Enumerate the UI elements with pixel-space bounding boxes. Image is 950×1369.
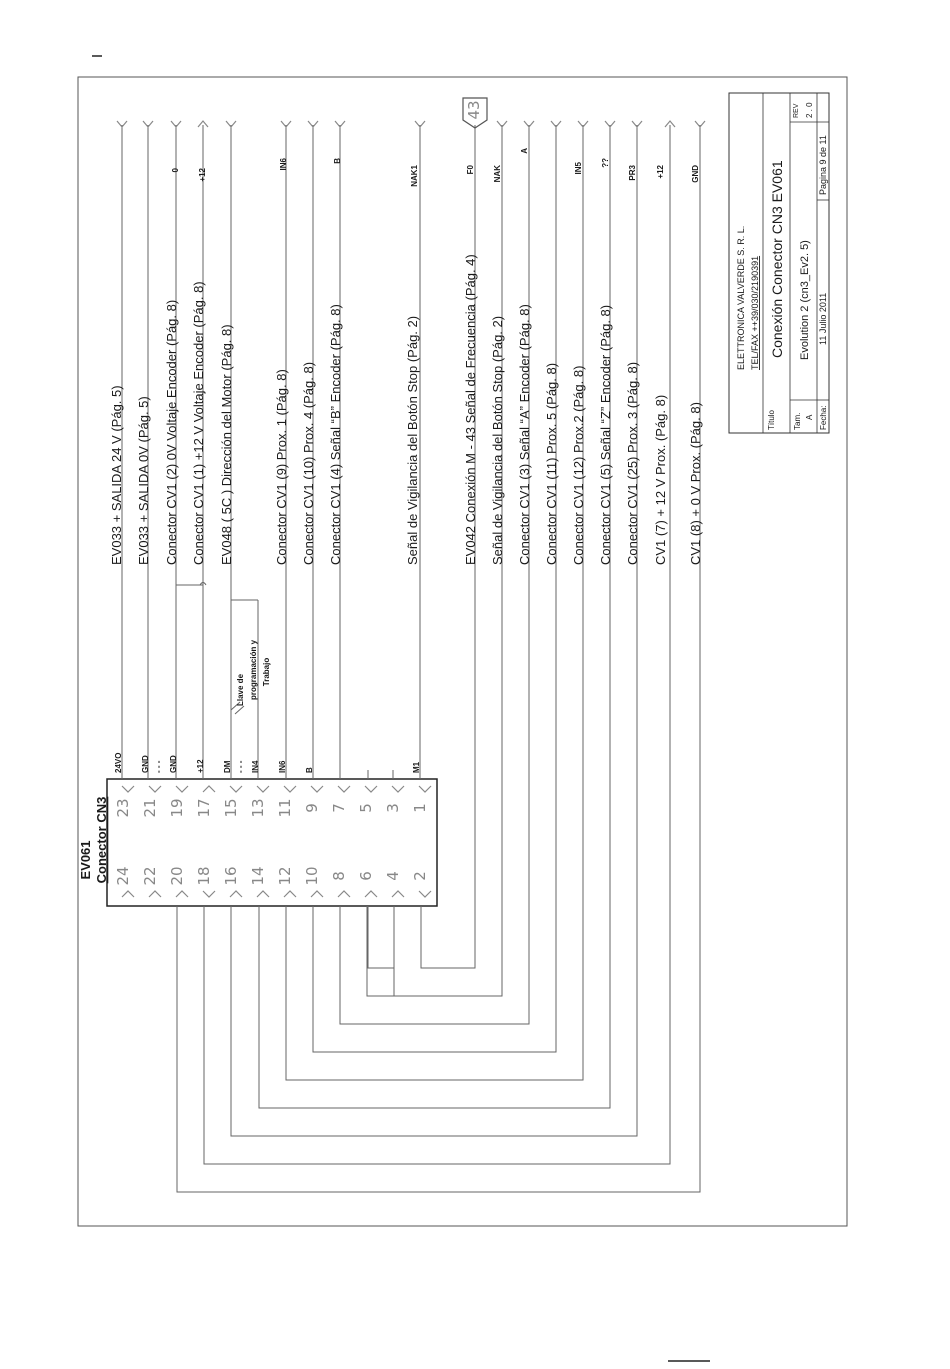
- pin-5: 5: [357, 803, 375, 813]
- drawing-title: Conexión Conector CN3 EV061: [769, 160, 785, 358]
- key-switch-label: [236, 639, 271, 706]
- pin-7: 7: [330, 803, 348, 813]
- pin-22: 22: [141, 866, 159, 886]
- pin-23: 23: [114, 798, 132, 818]
- tag-2: 0: [171, 168, 180, 173]
- signal-7: Conector CV1 (4) Señal “B” Encoder (Pág. 8): [328, 304, 343, 565]
- pin-12: 12: [276, 866, 294, 886]
- signal-13: Conector CV1 (12) Prox.2 (Pág. 8): [571, 365, 586, 565]
- pin-numbers-odd: [114, 798, 429, 817]
- tag-5: IN6: [279, 158, 288, 171]
- signal-0: EV033 + SALIDA 24 V (Pág. 5): [109, 385, 124, 565]
- key-label-line3: Trabajo: [262, 657, 271, 687]
- pin-9: 9: [303, 803, 321, 813]
- pin-19: 19: [168, 798, 186, 818]
- tag-14: ??: [601, 158, 610, 168]
- pin-6: 6: [357, 871, 375, 881]
- signal-1: EV033 + SALIDA 0V (Pág. 5): [136, 396, 151, 565]
- connector-label: Conector CN3: [94, 796, 109, 884]
- company-name: ELETTRONICA VALVERDE S. R. L.: [736, 225, 746, 370]
- tag-11: A: [520, 148, 529, 154]
- pin-10: 10: [303, 866, 321, 886]
- pin-21: 21: [141, 798, 159, 818]
- rev-value: 2 . 0: [805, 102, 814, 118]
- pin-4: 4: [384, 871, 402, 881]
- signal-12: Conector CV1 (11) Prox. 5 (Pág. 8): [544, 362, 559, 565]
- size-value: A: [805, 414, 814, 420]
- size-label: Tam.: [793, 412, 802, 430]
- signal-2: Conector CV1 (2) 0V Voltaje Encoder (Pág. 8): [164, 299, 179, 565]
- pin-15: 15: [222, 798, 240, 818]
- pin-label-15: DM: [223, 760, 232, 773]
- tag-8: NAK1: [410, 165, 419, 187]
- pin-16: 16: [222, 866, 240, 886]
- pin-label-15-dash: - - -: [236, 760, 245, 773]
- pin-8: 8: [330, 871, 348, 881]
- date-label: Fecha:: [819, 405, 828, 430]
- document-name: Evolution 2 (cn3_Ev2. 5): [799, 240, 811, 360]
- pin-3: 3: [384, 803, 402, 813]
- rev-label: REV: [793, 103, 800, 118]
- title-label: Título: [767, 409, 776, 430]
- pin-label-23: 24VO: [114, 752, 123, 773]
- pin-numbers-even: [114, 866, 429, 885]
- signal-6: Conector CV1 (10) Prox. 4 (Pág. 8): [301, 361, 316, 565]
- pin-13: 13: [249, 798, 267, 818]
- pin-2: 2: [411, 871, 429, 881]
- pin-label-19: GND: [169, 755, 178, 773]
- signal-11: Conector CV1 (3) Señal “A” Encoder (Pág. 8): [517, 304, 532, 565]
- pin-20: 20: [168, 866, 186, 886]
- signal-8: Señal de Vigilancia del Botón Stop (Pág. 2): [405, 315, 420, 565]
- signal-tags: [171, 148, 700, 187]
- signal-10: Señal de Vigilancia del Botón Stop (Pág. 2): [490, 315, 505, 565]
- pin-label-21-dash: - - -: [154, 760, 163, 773]
- tag-10: NAK: [493, 165, 502, 183]
- module-label: EV061: [78, 840, 93, 880]
- signal-4: EV048 ( 5C ) Dirección del Motor (Pág. 8): [219, 324, 234, 565]
- connector-cn3-box: [107, 779, 437, 906]
- pin-label-13: IN4: [251, 760, 260, 773]
- pin-label-21: GND: [141, 755, 150, 773]
- tag-7: B: [333, 158, 342, 164]
- key-label-line2: programación y: [249, 639, 258, 701]
- signal-14: Conector CV1 (5) Señal “Z” Encoder (Pág. 8): [598, 304, 613, 565]
- pin-14: 14: [249, 866, 267, 886]
- key-label-line1: Llave de: [236, 673, 245, 707]
- company-contact: TEL/FAX ++39/030/2190391: [750, 255, 760, 370]
- pin-label-1: M1: [412, 761, 421, 773]
- tag-13: IN5: [574, 162, 583, 175]
- wire-end-arrows: [117, 121, 705, 127]
- signal-5: Conector CV1 (9) Prox. 1 (Pág. 8): [274, 369, 289, 565]
- title-block: [729, 93, 829, 433]
- pin-1: 1: [411, 803, 429, 813]
- signal-16: CV1 (7) + 12 V Prox. (Pág. 8): [653, 394, 668, 565]
- signal-17: CV1 (8) + 0 V Prox. (Pág. 8): [688, 402, 703, 565]
- pin-label-17: +12: [196, 759, 205, 773]
- pin-18: 18: [195, 866, 213, 886]
- page-number: Pagina 9 de 11: [818, 135, 828, 195]
- date-value: 11 Julio 2011: [818, 292, 828, 345]
- signal-15: Conector CV1 (25) Prox. 3 (Pág. 8): [625, 361, 640, 565]
- pin-label-9: B: [305, 767, 314, 773]
- pin-11: 11: [276, 798, 294, 818]
- tag-15: PR3: [628, 165, 637, 181]
- tag-3: +12: [198, 168, 207, 182]
- signal-3: Conector CV1 (1) +12 V Voltaje Encoder (Pág. 8): [191, 281, 206, 565]
- pin-label-11: IN6: [278, 760, 287, 773]
- tag-9: F0: [466, 165, 475, 175]
- pin-24: 24: [114, 866, 132, 886]
- signal-9: EV042 Conexión M - 43 Señal de Frecuencia (Pág. 4): [463, 254, 478, 565]
- signal-descriptions: [109, 254, 703, 565]
- drawing-border: [78, 77, 847, 1226]
- off-page-connector-label: 43: [465, 100, 483, 120]
- pin-17: 17: [195, 798, 213, 818]
- tag-17: GND: [691, 165, 700, 183]
- tag-16: +12: [656, 165, 665, 179]
- off-page-connector: [463, 98, 487, 128]
- pin-side-labels: [114, 753, 421, 773]
